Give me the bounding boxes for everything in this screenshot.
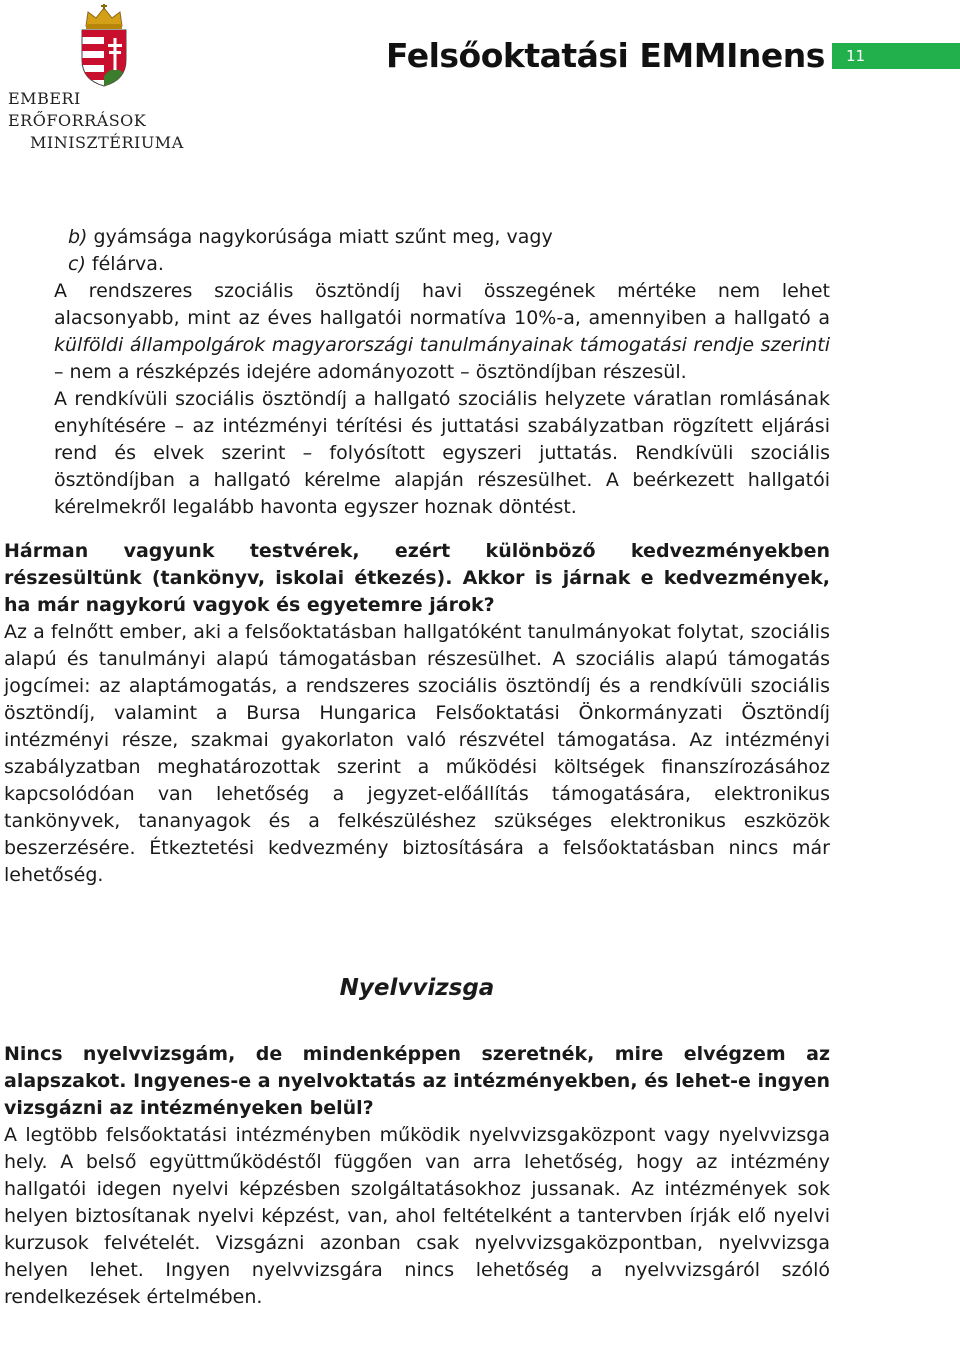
list-marker: b) — [68, 226, 88, 248]
ministry-name-line2: MINISZTÉRIUMA — [30, 133, 184, 152]
ministry-name-line1: EMBERI ERŐFORRÁSOK — [8, 89, 147, 130]
list-marker: c) — [68, 253, 86, 275]
coat-of-arms-icon — [74, 4, 134, 88]
ministry-name — [4, 88, 204, 154]
page-number-badge: 11 — [832, 43, 960, 69]
question-heading: Nincs nyelvvizsgám, de mindenképpen szeretnék, mire elvégzem az alapszakot. Ingyenes-e a nyelvoktatás az intézményekben, és lehet-e ingyen vizsgázni az intézményeken belül? — [4, 1043, 830, 1119]
page-content — [4, 224, 830, 1311]
paragraph-extraordinary-scholarship: A rendkívüli szociális ösztöndíj a hallgató szociális helyzete váratlan romlásának enyhítésére – az intézményi térítési és juttatási szabályzatban rögzített eljárási rend és elvek szerint – folyósított egyszeri juttatás. Rendkívüli szociális ösztöndíjban a hallgató kérelme alapján részesülhet. A beérkezett hallgatói kérelmekről legalább havonta egyszer hoznak döntést. — [54, 388, 830, 518]
list-item-text: gyámsága nagykorúsága miatt szűnt meg, vagy — [87, 226, 553, 248]
ministry-logo — [4, 0, 204, 152]
answer-paragraph: A legtöbb felsőoktatási intézményben működik nyelvvizsgaközpont vagy nyelvvizsga hely. A belső együttműködéstől függően van arra lehetőség, hogy az intézmény hallgatói idegen nyelvi képzésben szolgáltatásokhoz jussanak. Az intézmények sok helyen biztosítanak nyelvi képzést, van, ahol feltételként a tantervben írják elő nyelvi kurzusok felvételét. Vizsgázni azonban csak nyelvvizsgaközpontban, nyelvvizsga helyen lehet. Ingyen nyelvvizsgára nincs lehetőség a nyelvvizsgáról szóló rendelkezések értelmében. — [4, 1124, 830, 1308]
question-heading: Hárman vagyunk testvérek, ezért különböző kedvezményekben részesültünk (tankönyv, iskolai étkezés). Akkor is járnak e kedvezmények, ha már nagykorú vagyok és egyetemre járok? — [4, 540, 830, 616]
paragraph-text: A rendszeres szociális ösztöndíj havi összegének mértéke nem lehet alacsonyabb, mint az éves hallgatói normatíva 10%-a, amennyiben a hallgató a — [54, 280, 830, 329]
list-item — [4, 251, 830, 278]
list-item-text: félárva. — [85, 253, 164, 275]
answer-paragraph: Az a felnőtt ember, aki a felsőoktatásban hallgatóként tanulmányokat folytat, szociális alapú és tanulmányi alapú támogatásban részesülhet. A szociális alapú támogatás jogcímei: az alaptámogatás, a rendszeres szociális ösztöndíj és a rendkívüli szociális ösztöndíj, valamint a Bursa Hungarica Felsőoktatási Önkormányzati Ösztöndíj intézményi része, szakmai gyakorlaton való részvétel támogatása. Az intézményi szabályzatban meghatározottak szerint a működési költségek finanszírozásához kapcsolódóan van lehetőség a jegyzet-előállítás támogatására, elektronikus tankönyvek, tananyagok és a felkészüléshez szükséges elektronikus eszközök beszerzésére. Étkeztetési kedvezmény biztosítására a felsőoktatásban nincs már lehetőség. — [4, 621, 830, 886]
paragraph-scholarship-amount — [4, 278, 830, 386]
list-item — [4, 224, 830, 251]
section-title: Nyelvvizsga — [339, 975, 495, 1001]
paragraph-text: – nem a részképzés idejére adományozott – ösztöndíjban részesül. — [54, 361, 687, 383]
page-title: Felsőoktatási EMMInens — [386, 36, 825, 75]
paragraph-italic-text: külföldi állampolgárok magyarországi tanulmányainak támogatási rendje szerinti — [54, 334, 830, 356]
